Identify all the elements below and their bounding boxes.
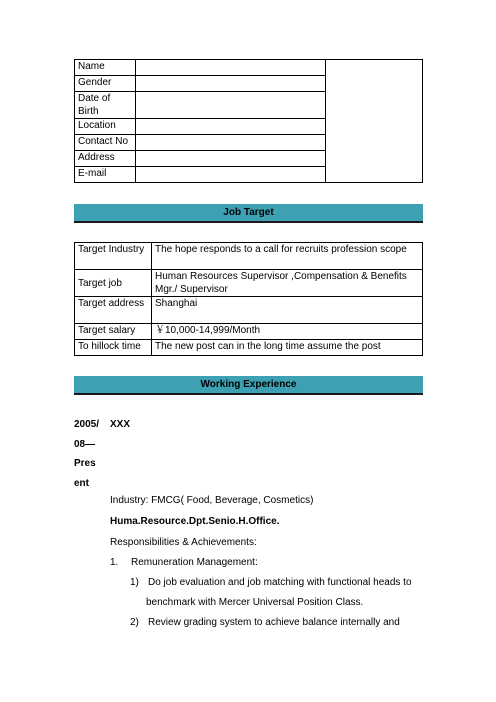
sub-item-1-line-1: Do job evaluation and job matching with functional heads to — [148, 577, 412, 588]
address-label: Address — [75, 151, 136, 167]
email-label: E-mail — [75, 167, 136, 183]
date-of-birth-label: Date of Birth — [75, 92, 136, 119]
period-line-4: ent — [74, 478, 89, 489]
info-row-name — [75, 60, 423, 76]
location-value — [136, 119, 326, 135]
to-hillock-time-value: The new post can in the long time assume the post — [152, 340, 423, 356]
job-target-table — [74, 242, 423, 356]
to-hillock-time-label: To hillock time — [75, 340, 152, 356]
target-row-time — [75, 340, 423, 356]
industry-line: Industry: FMCG( Food, Beverage, Cosmetics) — [110, 495, 314, 506]
sub-item-1-line-2: benchmark with Mercer Universal Position Class. — [146, 597, 364, 608]
target-row-job — [75, 270, 423, 297]
location-label: Location — [75, 119, 136, 135]
period-line-3: Pres — [74, 458, 96, 469]
target-address-value: Shanghai — [152, 297, 423, 324]
gender-value — [136, 76, 326, 92]
period-line-1: 2005/ — [74, 419, 100, 430]
target-job-value: Human Resources Supervisor ,Compensation & Benefits Mgr./ Supervisor — [152, 270, 423, 297]
item-1-number: 1. — [110, 557, 119, 568]
email-value — [136, 167, 326, 183]
target-row-address — [75, 297, 423, 324]
contact-no-value — [136, 135, 326, 151]
item-1-text: Remuneration Management: — [131, 557, 258, 568]
working-experience-heading: Working Experience — [74, 376, 423, 395]
period-line-2: 08— — [74, 439, 96, 450]
target-address-label: Target address — [75, 297, 152, 324]
job-target-heading: Job Target — [74, 204, 423, 223]
sub-item-2-line-1: Review grading system to achieve balance internally and — [148, 617, 400, 628]
job-title: Huma.Resource.Dpt.Senio.H.Office. — [110, 516, 280, 527]
sub-item-2-number: 2) — [130, 617, 139, 628]
name-label: Name — [75, 60, 136, 76]
date-of-birth-value — [136, 92, 326, 119]
personal-info-table — [74, 59, 423, 183]
photo-cell — [326, 60, 423, 183]
target-industry-value: The hope responds to a call for recruits profession scope — [152, 243, 423, 270]
target-salary-label: Target salary — [75, 324, 152, 340]
gender-label: Gender — [75, 76, 136, 92]
responsibilities-heading: Responsibilities & Achievements: — [110, 537, 257, 548]
contact-no-label: Contact No — [75, 135, 136, 151]
target-salary-value: ￥10,000-14,999/Month — [152, 324, 423, 340]
target-row-salary — [75, 324, 423, 340]
target-industry-label: Target Industry — [75, 243, 152, 270]
company-name: XXX — [110, 419, 131, 430]
target-job-label: Target job — [75, 270, 152, 297]
target-row-industry — [75, 243, 423, 270]
name-value — [136, 60, 326, 76]
sub-item-1-number: 1) — [130, 577, 139, 588]
address-value — [136, 151, 326, 167]
